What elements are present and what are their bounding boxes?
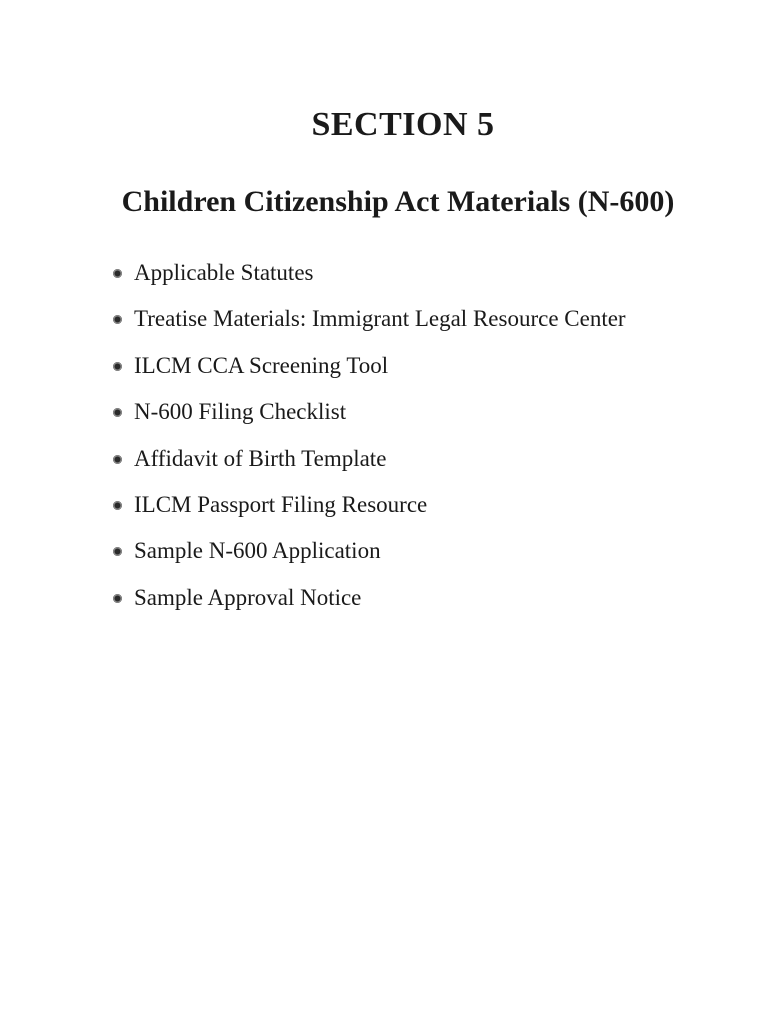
bullet-icon: [113, 408, 122, 417]
list-item-label: N-600 Filing Checklist: [134, 399, 347, 425]
bullet-icon: [113, 501, 122, 510]
list-item-label: Affidavit of Birth Template: [134, 445, 387, 471]
bullet-icon: [113, 455, 122, 464]
bullet-icon: [113, 315, 122, 324]
bullet-icon: [113, 269, 122, 278]
bullet-icon: [113, 362, 122, 371]
list-item: [112, 583, 626, 629]
list-item-label: Sample Approval Notice: [134, 584, 362, 610]
list-item-label: ILCM CCA Screening Tool: [134, 352, 389, 378]
document-title: Children Citizenship Act Materials (N-600): [121, 185, 675, 218]
list-item: [112, 490, 626, 536]
contents-list: [112, 258, 626, 629]
list-item: [112, 397, 626, 443]
bullet-icon: [113, 547, 122, 556]
list-item-label: ILCM Passport Filing Resource: [134, 491, 428, 517]
list-item: [112, 258, 626, 304]
list-item-label: Applicable Statutes: [134, 260, 314, 285]
list-item: [112, 304, 626, 350]
list-item: [112, 536, 626, 582]
list-item: [112, 351, 626, 397]
list-item-label: Treatise Materials: Immigrant Legal Resource Center: [134, 306, 626, 332]
list-item: [112, 444, 626, 490]
list-item-label: Sample N-600 Application: [134, 538, 381, 564]
section-heading: SECTION 5: [311, 106, 495, 143]
bullet-icon: [113, 594, 122, 603]
